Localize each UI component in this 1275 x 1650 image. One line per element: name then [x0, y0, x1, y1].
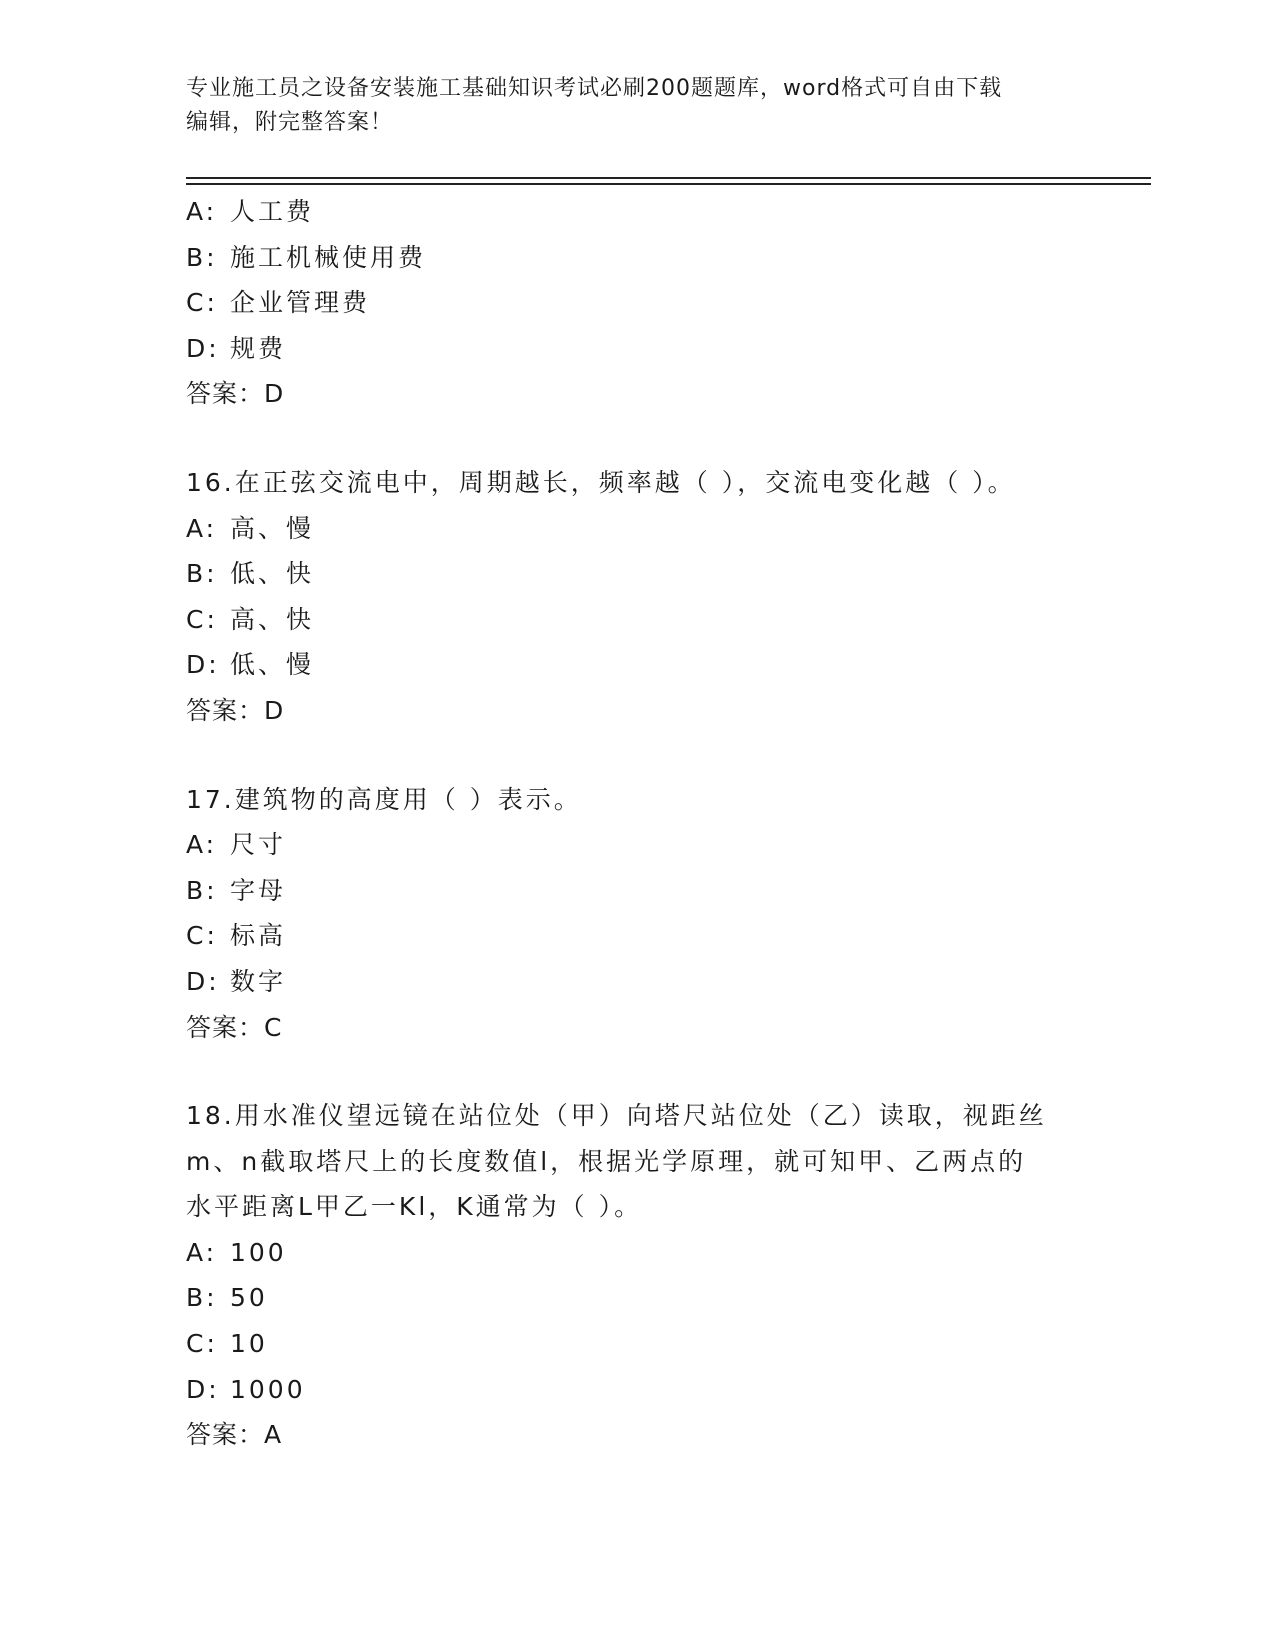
option-text: 100: [230, 1237, 287, 1267]
header-line-1: 专业施工员之设备安装施工基础知识考试必刷200题题库，word格式可自由下载: [186, 76, 1003, 101]
header-rule-bottom: [186, 183, 1151, 185]
option-a: [186, 1230, 1086, 1276]
question-list: [186, 189, 1086, 1458]
question-18: [186, 1093, 1086, 1458]
option-text: 尺寸: [230, 830, 287, 860]
option-b: [186, 235, 1086, 281]
question-stem-line-1: 18.用水准仪望远镜在站位处（甲）向塔尺站位处（乙）读取，视距丝: [186, 1101, 1047, 1131]
option-c: [186, 1321, 1086, 1367]
option-text: 10: [230, 1329, 268, 1359]
spacer: [186, 417, 1086, 460]
spacer: [186, 734, 1086, 777]
option-a: [186, 189, 1086, 235]
answer-line: 答案：D: [186, 379, 285, 409]
question-stem-line-3: 水平距离L甲乙一Kl，K通常为（ ）。: [186, 1192, 643, 1222]
answer-line: 答案：C: [186, 1012, 283, 1042]
question-stem: 16.在正弦交流电中，周期越长，频率越（ ），交流电变化越（ ）。: [186, 467, 1016, 497]
option-a: [186, 822, 1086, 868]
option-letter: B:: [186, 242, 218, 272]
option-text: 施工机械使用费: [230, 242, 427, 272]
spacer: [186, 1050, 1086, 1093]
option-c: [186, 280, 1086, 326]
option-d: [186, 326, 1086, 372]
option-b: [186, 551, 1086, 597]
option-d: [186, 959, 1086, 1005]
option-b: [186, 1275, 1086, 1321]
question-stem: 17.建筑物的高度用（ ）表示。: [186, 784, 582, 814]
option-text: 高、快: [230, 604, 315, 634]
option-text: 50: [230, 1283, 268, 1313]
question-17: [186, 777, 1086, 1051]
option-letter: D:: [186, 966, 220, 996]
option-a: [186, 506, 1086, 552]
option-letter: B:: [186, 559, 218, 589]
answer-line: 答案：D: [186, 695, 285, 725]
option-letter: C:: [186, 921, 218, 951]
option-text: 规费: [230, 333, 287, 363]
option-d: [186, 642, 1086, 688]
option-letter: A:: [186, 513, 218, 543]
question-stem-line-2: m、n截取塔尺上的长度数值l，根据光学原理，就可知甲、乙两点的: [186, 1146, 1027, 1176]
option-text: 人工费: [230, 197, 315, 226]
option-letter: D:: [186, 1374, 220, 1404]
header-line-2: 编辑，附完整答案！: [186, 110, 394, 135]
option-letter: B:: [186, 875, 218, 905]
option-text: 高、慢: [230, 513, 315, 543]
option-text: 字母: [230, 875, 287, 905]
question-16: [186, 460, 1086, 734]
option-letter: A:: [186, 197, 218, 226]
option-d: [186, 1367, 1086, 1413]
option-letter: A:: [186, 830, 218, 860]
option-text: 低、慢: [230, 650, 315, 680]
option-text: 低、快: [230, 559, 315, 589]
option-letter: D:: [186, 650, 220, 680]
question-15-continued: [186, 189, 1086, 417]
option-text: 数字: [230, 966, 287, 996]
document-header: [186, 72, 1066, 140]
option-b: [186, 868, 1086, 914]
option-letter: C:: [186, 288, 218, 318]
option-letter: B:: [186, 1283, 218, 1313]
option-letter: D:: [186, 333, 220, 363]
option-text: 标高: [230, 921, 287, 951]
option-letter: C:: [186, 604, 218, 634]
header-rule-top: [186, 177, 1151, 179]
option-c: [186, 913, 1086, 959]
answer-line: 答案：A: [186, 1420, 283, 1450]
option-letter: C:: [186, 1329, 218, 1359]
option-c: [186, 597, 1086, 643]
option-text: 1000: [230, 1374, 306, 1404]
option-text: 企业管理费: [230, 288, 371, 318]
option-letter: A:: [186, 1237, 218, 1267]
